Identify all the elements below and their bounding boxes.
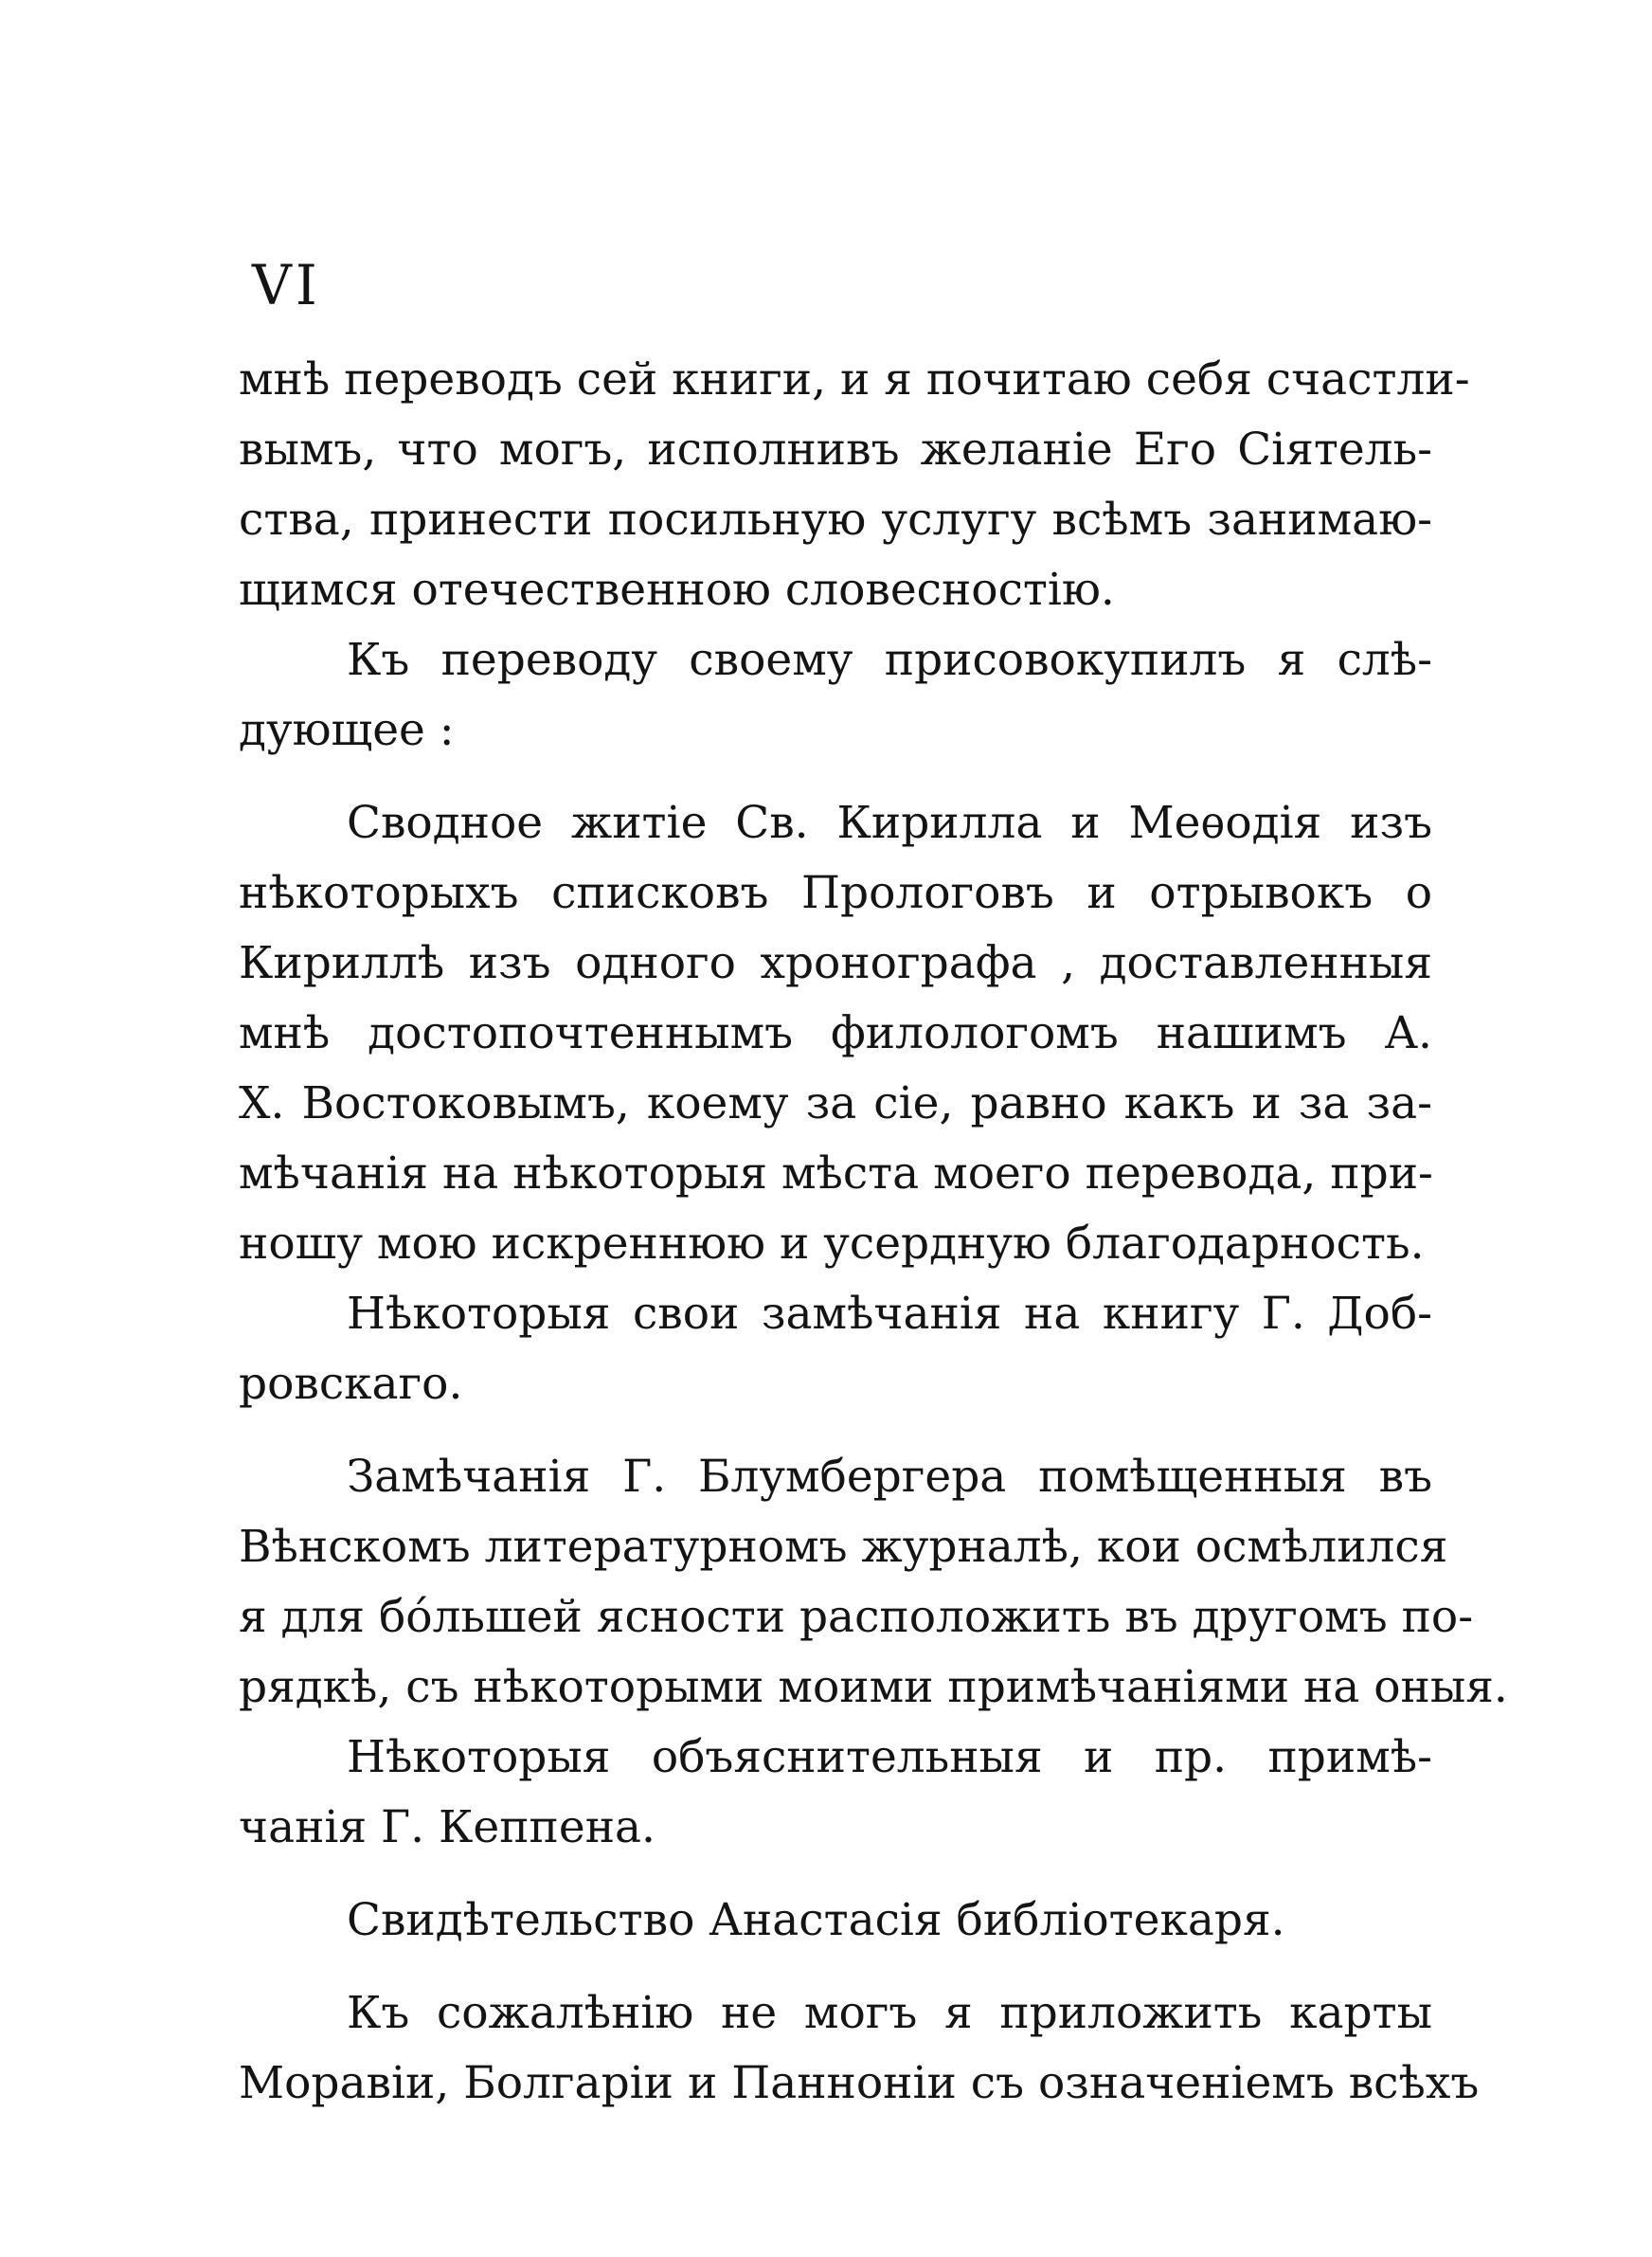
text-line: ровскаго. bbox=[239, 1358, 463, 1410]
text-line: мнѣ достопочтеннымъ филологомъ нашимъ А. bbox=[239, 1007, 1432, 1059]
text-line: ства, принести посильную услугу всѣмъ занимаю- bbox=[239, 494, 1432, 546]
text-line: Кириллѣ изъ одного хронографа , доставленныя bbox=[239, 937, 1432, 989]
paragraph-6 bbox=[239, 1723, 1432, 1863]
text-line: Сводное житіе Св. Кирилла и Меѳодія изъ bbox=[347, 797, 1432, 849]
paragraph-5 bbox=[239, 1442, 1508, 1723]
text-line: Свидѣтельство Анастасія библіотекаря. bbox=[347, 1894, 1285, 1946]
text-line: Къ переводу своему присовокупилъ я слѣ- bbox=[347, 634, 1432, 686]
text-line: щимся отечественною словесностію. bbox=[239, 564, 1115, 616]
page-number: VI bbox=[252, 253, 321, 317]
text-line: Вѣнскомъ литературномъ журналѣ, кои осмѣлился bbox=[239, 1521, 1448, 1573]
text-line: рядкѣ, съ нѣкоторыми моими примѣчаніями на оныя. bbox=[239, 1661, 1508, 1713]
text-line: нѣкоторыхъ списковъ Прологовъ и отрывокъ о bbox=[239, 867, 1432, 919]
text-line: вымъ, что могъ, исполнивъ желаніе Его Сіятель- bbox=[239, 424, 1432, 476]
page-text bbox=[239, 345, 1508, 2119]
text-line: чанія Г. Кеппена. bbox=[239, 1801, 655, 1853]
text-line: я для бо́льшей ясности расположить въ другомъ по- bbox=[239, 1591, 1474, 1643]
text-line: Х. Востоковымъ, коему за сіе, равно какъ и за за- bbox=[239, 1077, 1432, 1129]
paragraph-8 bbox=[239, 1978, 1480, 2119]
text-line: Нѣкоторыя объяснительныя и пр. примѣ- bbox=[347, 1731, 1432, 1783]
paragraph-3 bbox=[239, 788, 1432, 1279]
text-line: Нѣкоторыя свои замѣчанія на книгу Г. Доб- bbox=[347, 1288, 1432, 1340]
paragraph-2 bbox=[239, 625, 1432, 766]
text-line: мѣчанія на нѣкоторыя мѣста моего перевода, при- bbox=[239, 1147, 1433, 1200]
paragraph-7 bbox=[239, 1886, 1432, 1956]
text-line: ношу мою искреннюю и усердную благодарность. bbox=[239, 1218, 1425, 1270]
text-line: дующее : bbox=[239, 704, 455, 756]
text-line: мнѣ переводъ сей книги, и я почитаю себя счастли- bbox=[239, 353, 1470, 406]
text-line: Замѣчанія Г. Блумбергера помѣщенныя въ bbox=[347, 1451, 1432, 1503]
paragraph-1 bbox=[239, 345, 1470, 625]
text-line: Къ сожалѣнію не могъ я приложить карты bbox=[347, 1987, 1432, 2039]
text-line: Моравіи, Болгаріи и Панноніи съ означеніемъ всѣхъ bbox=[239, 2057, 1480, 2109]
paragraph-4 bbox=[239, 1279, 1432, 1419]
